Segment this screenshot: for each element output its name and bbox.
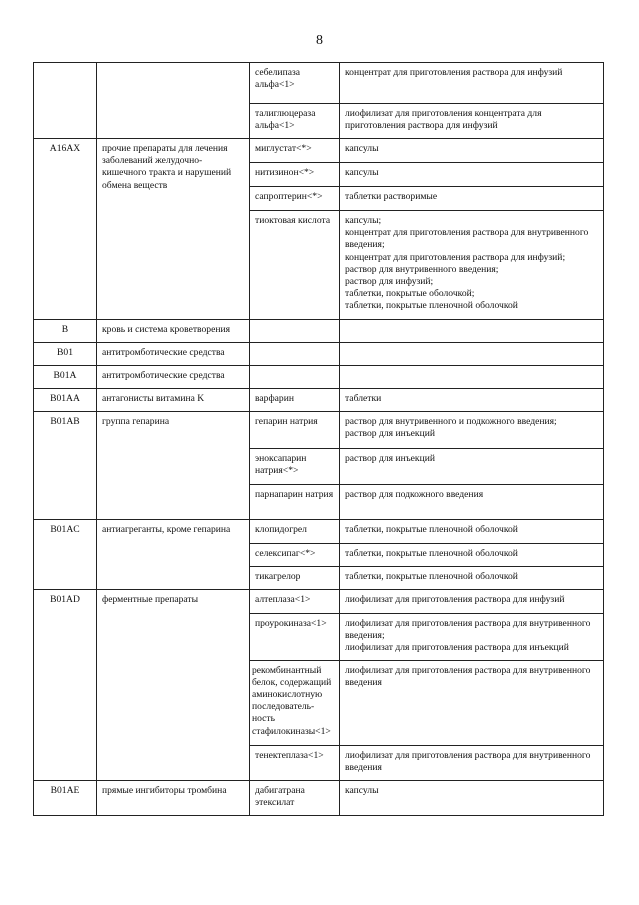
form-cell: лиофилизат для приготовления раствора для внутривенного введения; лиофилизат для приготовления раствора для инъекций [340, 614, 604, 661]
drug-cell: варфарин [250, 389, 340, 412]
table-row [34, 320, 604, 343]
drug-cell: миглустат<*> [250, 139, 340, 163]
drug-cell: себелипаза альфа<1> [250, 63, 340, 104]
drug-cell: клопидогрел [250, 520, 340, 544]
name-cell [97, 104, 250, 139]
name-cell: антитромботические средства [97, 343, 250, 366]
code-cell: B01 [34, 343, 97, 366]
code-cell: A16AX [34, 139, 97, 320]
page-number: 8 [316, 33, 323, 48]
form-cell: раствор для подкожного введения [340, 485, 604, 520]
drug-cell: рекомбинантный белок, содержащий аминокислотную последователь-ность стафилокиназы<1> [250, 660, 340, 745]
code-cell: B [34, 320, 97, 343]
code-cell: B01AA [34, 389, 97, 412]
code-cell: B01AE [34, 780, 97, 815]
drug-cell: нитизинон<*> [250, 163, 340, 187]
table-row [34, 139, 604, 163]
name-cell: прямые ингибиторы тромбина [97, 780, 250, 815]
form-cell: таблетки, покрытые пленочной оболочкой [340, 544, 604, 567]
name-cell: ферментные препараты [97, 590, 250, 781]
drug-cell: тенектеплаза<1> [250, 745, 340, 780]
code-cell: B01AD [34, 590, 97, 781]
form-cell: лиофилизат для приготовления раствора для инфузий [340, 590, 604, 614]
form-cell: лиофилизат для приготовления концентрата для приготовления раствора для инфузий [340, 104, 604, 139]
form-cell: капсулы; концентрат для приготовления раствора для внутривенного введения; концентрат для приготовления раствора для инфузий; раствор для внутривенного введения; раствор для инфузий; таблетки, покрытые оболочкой; таблетки, покрытые пленочной оболочкой [340, 211, 604, 320]
name-cell: кровь и система кроветворения [97, 320, 250, 343]
table-row [34, 343, 604, 366]
table-row [34, 366, 604, 389]
code-cell [34, 104, 97, 139]
form-cell: капсулы [340, 780, 604, 815]
code-cell: B01AC [34, 520, 97, 590]
form-cell [340, 366, 604, 389]
name-cell: прочие препараты для лечения заболеваний желудочно-кишечного тракта и нарушений обмена веществ [97, 139, 250, 320]
name-cell: антиагреганты, кроме гепарина [97, 520, 250, 590]
table-row [34, 520, 604, 544]
drug-cell [250, 366, 340, 389]
form-cell: таблетки, покрытые пленочной оболочкой [340, 567, 604, 590]
drug-cell: тиоктовая кислота [250, 211, 340, 320]
code-cell: B01AB [34, 412, 97, 520]
table-row [34, 590, 604, 614]
table-row [34, 389, 604, 412]
drug-cell: тикагрелор [250, 567, 340, 590]
form-cell: капсулы [340, 163, 604, 187]
table-row [34, 63, 604, 104]
form-cell: лиофилизат для приготовления раствора для внутривенного введения [340, 660, 604, 745]
name-cell: антагонисты витамина K [97, 389, 250, 412]
table-row [34, 412, 604, 449]
drug-cell [250, 320, 340, 343]
form-cell: лиофилизат для приготовления раствора для внутривенного введения [340, 745, 604, 780]
drug-cell [250, 343, 340, 366]
form-cell: концентрат для приготовления раствора для инфузий [340, 63, 604, 104]
name-cell [97, 63, 250, 104]
drug-cell: сапроптерин<*> [250, 187, 340, 211]
form-cell [340, 343, 604, 366]
form-cell: раствор для инъекций [340, 449, 604, 485]
form-cell: таблетки [340, 389, 604, 412]
drug-cell: талиглюцераза альфа<1> [250, 104, 340, 139]
code-cell: B01A [34, 366, 97, 389]
drug-cell: парнапарин натрия [250, 485, 340, 520]
code-cell [34, 63, 97, 104]
drug-cell: дабигатрана этексилат [250, 780, 340, 815]
drug-cell: селексипаг<*> [250, 544, 340, 567]
drug-table [33, 62, 604, 816]
form-cell: капсулы [340, 139, 604, 163]
drug-cell: проурокиназа<1> [250, 614, 340, 661]
form-cell [340, 320, 604, 343]
form-cell: таблетки, покрытые пленочной оболочкой [340, 520, 604, 544]
name-cell: группа гепарина [97, 412, 250, 520]
form-cell: таблетки растворимые [340, 187, 604, 211]
table-row [34, 104, 604, 139]
table-row [34, 780, 604, 815]
drug-cell: гепарин натрия [250, 412, 340, 449]
drug-cell: алтеплаза<1> [250, 590, 340, 614]
name-cell: антитромботические средства [97, 366, 250, 389]
drug-cell: эноксапарин натрия<*> [250, 449, 340, 485]
form-cell: раствор для внутривенного и подкожного введения; раствор для инъекций [340, 412, 604, 449]
